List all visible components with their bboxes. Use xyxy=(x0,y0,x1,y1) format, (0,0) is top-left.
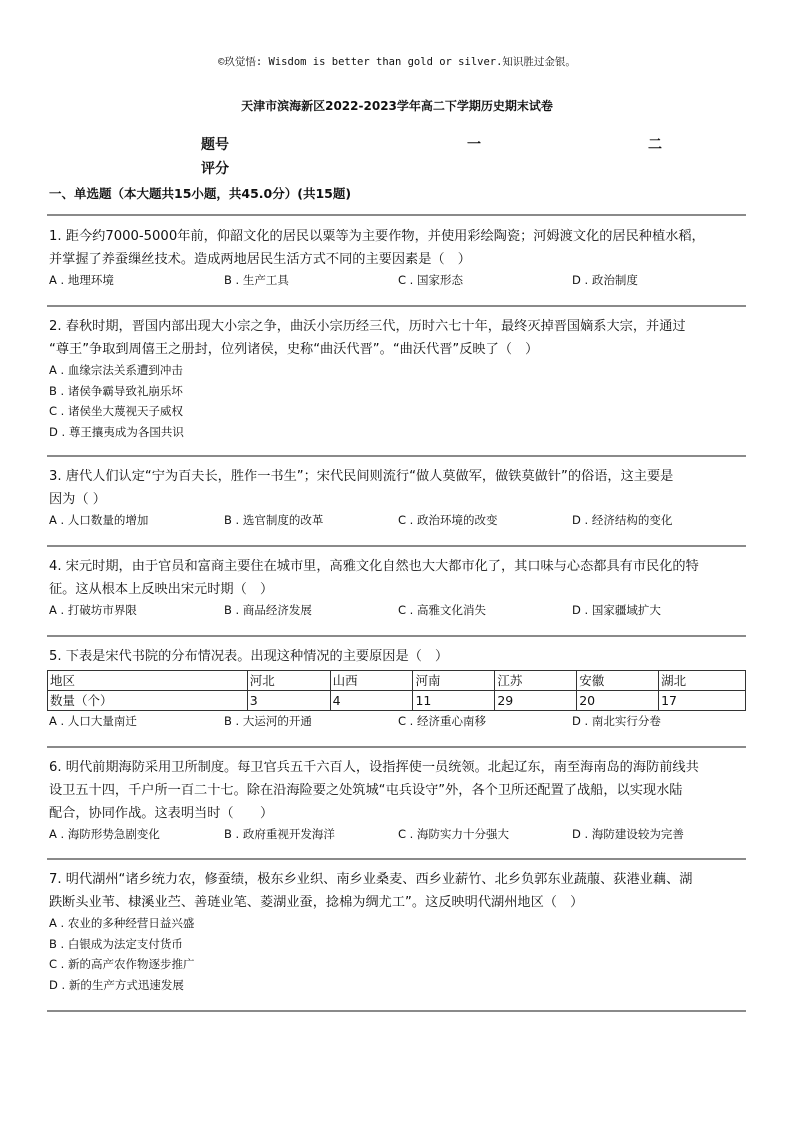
page-title: 天津市滨海新区2022-2023学年高二下学期历史期末试卷 xyxy=(241,99,553,113)
question-text: 4. 宋元时期，由于官员和富商主要住在城市里，高雅文化自然也大大都市化了，其口味与心态都具有市民化的特 xyxy=(49,559,699,574)
table-cell: 29 xyxy=(495,691,577,711)
question-text: 并掌握了养蚕缫丝技术。造成两地居民生活方式不同的主要因素是（ ） xyxy=(49,252,471,267)
table-cell: 数量（个） xyxy=(48,691,248,711)
option-d[interactable]: D . 南北实行分卷 xyxy=(572,714,661,728)
option-a[interactable]: A . 人口数量的增加 xyxy=(49,513,149,527)
option-a[interactable]: A . 人口大量南迁 xyxy=(49,714,137,728)
score-row-label: 题号 xyxy=(201,137,229,153)
option-a[interactable]: A . 地理环境 xyxy=(49,273,114,287)
question-text: 征。这从根本上反映出宋元时期（ ） xyxy=(49,582,274,597)
question-text: 7. 明代湖州“诸乡统力农，修蚕绩，极东乡业织、南乡业桑麦、西乡业薪竹、北乡负郭东业蔬菔、荻港业藕、湖 xyxy=(49,872,693,887)
section-heading: 一、单选题（本大题共15小题，共45.0分）(共15题) xyxy=(49,186,352,201)
option-c[interactable]: C . 国家形态 xyxy=(398,273,463,287)
option-d[interactable]: D . 新的生产方式迅速发展 xyxy=(49,978,184,992)
table-header-cell: 安徽 xyxy=(577,671,659,691)
table-cell: 20 xyxy=(577,691,659,711)
question-text: “尊王”争取到周僖王之册封，位列诸侯，史称“曲沃代晋”。“曲沃代晋”反映了（ ） xyxy=(49,342,539,357)
table-row xyxy=(48,691,746,711)
option-c[interactable]: C . 诸侯坐大蔑视天子威权 xyxy=(49,404,183,418)
option-d[interactable]: D . 尊王攘夷成为各国共识 xyxy=(49,425,184,439)
question-3-options xyxy=(49,512,749,532)
table-header-cell: 湖北 xyxy=(659,671,746,691)
option-d[interactable]: D . 海防建设较为完善 xyxy=(572,827,684,841)
option-a[interactable]: A . 血缘宗法关系遭到冲击 xyxy=(49,363,183,377)
divider xyxy=(47,305,746,307)
header-note: ©玖觉悟: Wisdom is better than gold or silver.知识胜过金银。 xyxy=(218,56,576,68)
table-header-cell: 河北 xyxy=(247,671,330,691)
table-header-cell: 山西 xyxy=(330,671,413,691)
table-row xyxy=(48,671,746,691)
option-c[interactable]: C . 经济重心南移 xyxy=(398,714,486,728)
option-d[interactable]: D . 政治制度 xyxy=(572,273,638,287)
score-col-header: 二 xyxy=(648,137,662,153)
option-c[interactable]: C . 高雅文化消失 xyxy=(398,603,486,617)
question-2 xyxy=(49,315,749,361)
option-b[interactable]: B . 诸侯争霸导致礼崩乐坏 xyxy=(49,384,183,398)
question-text: 3. 唐代人们认定“宁为百夫长，胜作一书生”；宋代民间则流行“做人莫做军，做铁莫做针”的俗语，这主要是 xyxy=(49,469,674,484)
option-b[interactable]: B . 选官制度的改革 xyxy=(224,513,324,527)
option-d[interactable]: D . 国家疆域扩大 xyxy=(572,603,661,617)
divider xyxy=(47,455,746,457)
score-row-label: 评分 xyxy=(201,161,229,177)
divider xyxy=(47,1010,746,1012)
divider xyxy=(47,858,746,860)
table-cell: 17 xyxy=(659,691,746,711)
divider xyxy=(47,214,746,216)
question-6 xyxy=(49,756,749,825)
option-c[interactable]: C . 海防实力十分强大 xyxy=(398,827,509,841)
question-text: 因为（ ） xyxy=(49,492,106,507)
option-b[interactable]: B . 生产工具 xyxy=(224,273,289,287)
question-text: 配合，协同作战。这表明当时（ ） xyxy=(49,806,274,821)
option-a[interactable]: A . 海防形势急剧变化 xyxy=(49,827,160,841)
table-header-cell: 河南 xyxy=(413,671,495,691)
question-1-options xyxy=(49,272,749,292)
table-header-cell: 江苏 xyxy=(495,671,577,691)
table-cell: 4 xyxy=(330,691,413,711)
question-7 xyxy=(49,868,749,914)
question-text: 跌断头业苇、棣溪业苎、善琏业笔、菱湖业蚕，捻棉为绸尤工”。这反映明代湖州地区（ ） xyxy=(49,895,584,910)
score-col-header: 一 xyxy=(467,137,481,153)
divider xyxy=(47,635,746,637)
question-4 xyxy=(49,555,749,601)
question-5 xyxy=(49,645,749,668)
question-text: 6. 明代前期海防采用卫所制度。每卫官兵五千六百人，设指挥使一员统领。北起辽东，南至海南岛的海防前线共 xyxy=(49,760,699,775)
distribution-table xyxy=(47,670,746,711)
option-c[interactable]: C . 新的高产农作物逐步推广 xyxy=(49,957,195,971)
question-3 xyxy=(49,465,749,511)
table-cell: 3 xyxy=(247,691,330,711)
option-b[interactable]: B . 大运河的开通 xyxy=(224,714,312,728)
question-text: 5. 下表是宋代书院的分布情况表。出现这种情况的主要原因是（ ） xyxy=(49,649,449,664)
option-b[interactable]: B . 白银成为法定支付货币 xyxy=(49,937,183,951)
option-b[interactable]: B . 商品经济发展 xyxy=(224,603,312,617)
question-text: 1. 距今约7000-5000年前，仰韶文化的居民以粟等为主要作物，并使用彩绘陶瓷；河姆渡文化的居民种植水稻， xyxy=(49,229,705,244)
option-a[interactable]: A . 农业的多种经营日益兴盛 xyxy=(49,916,195,930)
divider xyxy=(47,746,746,748)
option-a[interactable]: A . 打破坊市界限 xyxy=(49,603,137,617)
option-c[interactable]: C . 政治环境的改变 xyxy=(398,513,498,527)
question-5-options xyxy=(49,713,749,733)
divider xyxy=(47,545,746,547)
question-text: 设卫五十四，千户所一百二十七。除在沿海险要之处筑城“屯兵设守”外，各个卫所还配置了战船，以实现水陆 xyxy=(49,783,683,798)
question-text: 2. 春秋时期，晋国内部出现大小宗之争，曲沃小宗历经三代，历时六七十年，最终灭掉晋国嫡系大宗，并通过 xyxy=(49,319,686,334)
question-4-options xyxy=(49,602,749,622)
question-6-options xyxy=(49,826,749,846)
option-d[interactable]: D . 经济结构的变化 xyxy=(572,513,673,527)
table-cell: 11 xyxy=(413,691,495,711)
question-1 xyxy=(49,225,749,271)
option-b[interactable]: B . 政府重视开发海洋 xyxy=(224,827,335,841)
table-header-cell: 地区 xyxy=(48,671,248,691)
